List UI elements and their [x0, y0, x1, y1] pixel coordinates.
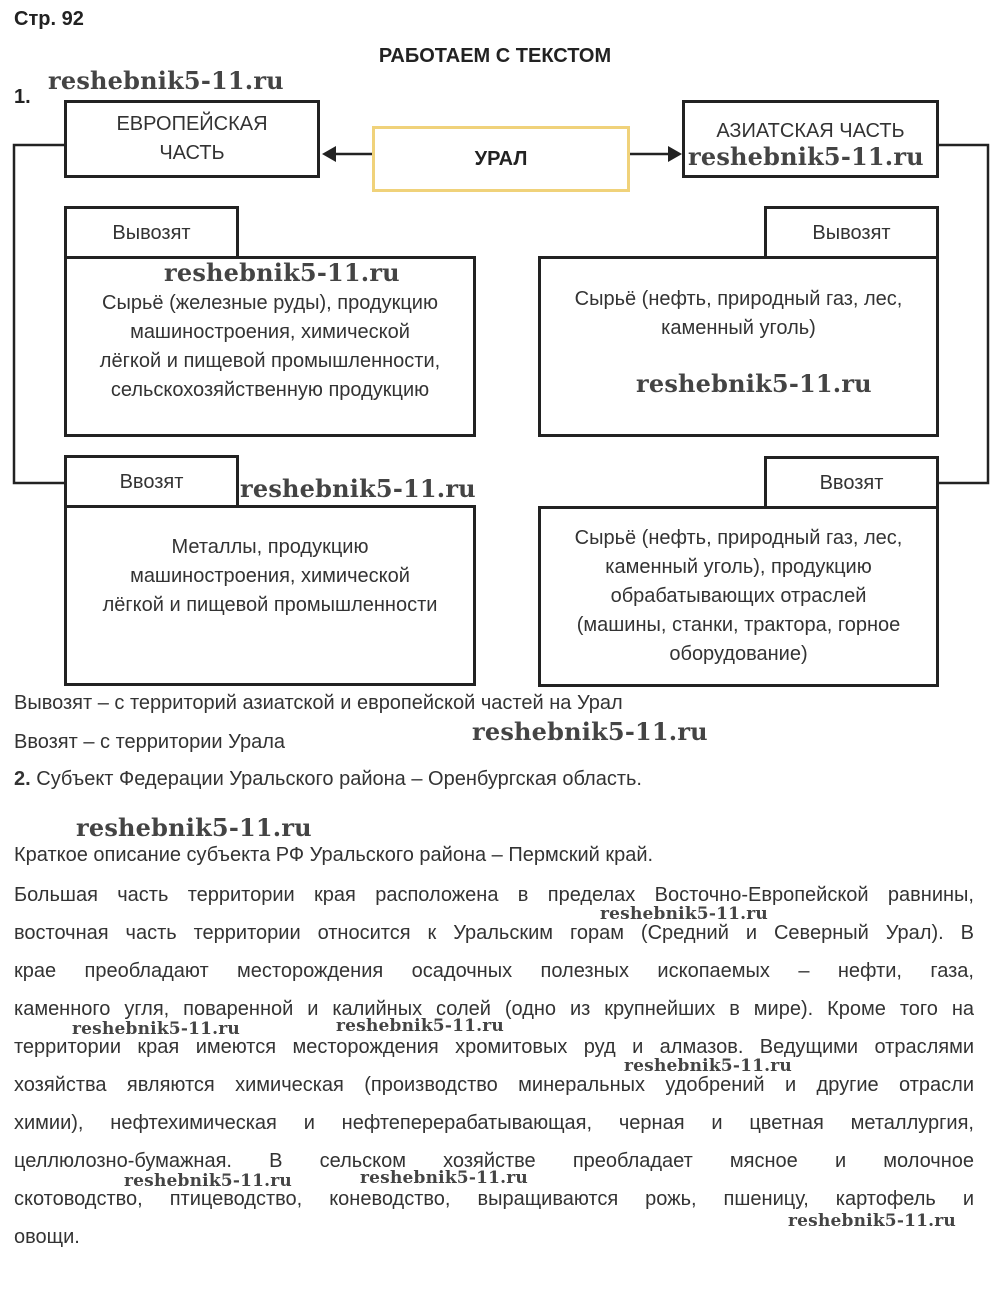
import-note: Ввозят – с территории Урала [14, 731, 285, 753]
watermark: reshebnik5-11.ru [124, 1171, 292, 1191]
task2 [14, 768, 642, 791]
right-import-label-box [764, 456, 939, 508]
task1-number: 1. [14, 86, 31, 108]
left-import-line-3: лёгкой и пищевой промышленности [102, 594, 438, 616]
right-import-line-1: Сырьё (нефть, природный газ, лес, [574, 527, 903, 549]
right-import-line-5: оборудование) [669, 643, 808, 665]
description-line-1: Большая часть территории края расположена в пределах Восточно-Европейской равнины, [14, 884, 974, 906]
left-export-line-4: сельскохозяйственную продукцию [110, 378, 430, 401]
left-export-line-1: Сырьё (железные руды), продукцию [102, 291, 438, 314]
description-line-3: крае преобладают месторождения осадочных полезных ископаемых – нефти, газа, [14, 960, 974, 982]
description-line-4: каменного угля, поваренной и калийных солей (одно из крупнейших в мире). Кроме того на [14, 998, 974, 1020]
right-bracket-line [938, 145, 988, 483]
watermark: reshebnik5-11.ru [600, 904, 768, 924]
left-import-line-2: машиностроения, химической [130, 565, 410, 587]
description-line-6: хозяйства являются химическая (производство минеральных удобрений и другие отрасли [14, 1074, 974, 1096]
right-export-label: Вывозят [812, 222, 891, 244]
right-import-line-4: (машины, станки, трактора, горное [576, 614, 901, 636]
right-export-label-box [764, 206, 939, 258]
watermark: reshebnik5-11.ru [624, 1056, 792, 1076]
page-label: Стр. 92 [14, 8, 84, 30]
watermark: reshebnik5-11.ru [688, 142, 924, 171]
watermark: reshebnik5-11.ru [360, 1168, 528, 1188]
watermark: reshebnik5-11.ru [336, 1016, 504, 1036]
arrow-right-head [668, 146, 682, 162]
task2-text: Субъект Федерации Уральского района – Оренбургская область. [36, 768, 642, 790]
description-line-7: химии), нефтехимическая и нефтеперерабатывающая, черная и цветная металлургия, [14, 1112, 974, 1134]
asian-part-title: АЗИАТСКАЯ ЧАСТЬ [716, 120, 905, 142]
watermark: reshebnik5-11.ru [240, 474, 476, 503]
left-export-line-2: машиностроения, химической [130, 320, 410, 343]
watermark: reshebnik5-11.ru [788, 1211, 956, 1231]
task2-number: 2. [14, 768, 31, 790]
european-part-title-line1: ЕВРОПЕЙСКАЯ [116, 113, 268, 135]
left-export-label: Вывозят [112, 222, 191, 244]
ural-title: УРАЛ [474, 147, 528, 170]
description-line-9: скотоводство, птицеводство, коневодство, выращиваются рожь, пшеницу, картофель и [14, 1188, 974, 1210]
left-import-content-box [64, 505, 476, 686]
european-part-title-line2: ЧАСТЬ [159, 142, 225, 164]
right-import-line-3: обрабатывающих отраслей [610, 585, 867, 607]
description-line-10: овощи. [14, 1226, 80, 1248]
description-line-8: целлюлозно-бумажная. В сельском хозяйстве преобладает мясное и молочное [14, 1150, 974, 1172]
watermark: reshebnik5-11.ru [164, 258, 400, 287]
european-part-box [64, 100, 320, 178]
description-line-2: восточная часть территории относится к Уральским горам (Средний и Северный Урал). В [14, 922, 974, 944]
ural-box [372, 126, 630, 192]
description-heading: Краткое описание субъекта РФ Уральского района – Пермский край. [14, 844, 654, 866]
description-line-5: территории края имеются месторождения хромитовых руд и алмазов. Ведущими отраслями [14, 1036, 974, 1058]
right-import-label: Ввозят [819, 472, 884, 494]
arrow-left-head [322, 146, 336, 162]
watermark: reshebnik5-11.ru [72, 1019, 240, 1039]
right-import-line-2: каменный уголь), продукцию [605, 556, 872, 578]
left-bracket-line [14, 145, 66, 483]
right-export-line-1: Сырьё (нефть, природный газ, лес, [574, 288, 903, 310]
left-export-line-3: лёгкой и пищевой промышленности, [99, 349, 441, 372]
right-import-content-box [538, 506, 939, 687]
left-export-label-box [64, 206, 239, 258]
section-title: РАБОТАЕМ С ТЕКСТОМ [378, 45, 612, 67]
right-export-content-box [538, 256, 939, 437]
right-export-line-2: каменный уголь) [661, 317, 816, 339]
export-note: Вывозят – с территорий азиатской и европейской частей на Урал [14, 692, 623, 714]
left-import-label: Ввозят [119, 471, 184, 493]
watermark: reshebnik5-11.ru [472, 717, 708, 746]
watermark: reshebnik5-11.ru [636, 369, 872, 398]
watermark: reshebnik5-11.ru [76, 813, 312, 842]
watermark: reshebnik5-11.ru [48, 66, 284, 95]
left-import-label-box [64, 455, 239, 507]
left-import-line-1: Металлы, продукцию [171, 536, 369, 558]
